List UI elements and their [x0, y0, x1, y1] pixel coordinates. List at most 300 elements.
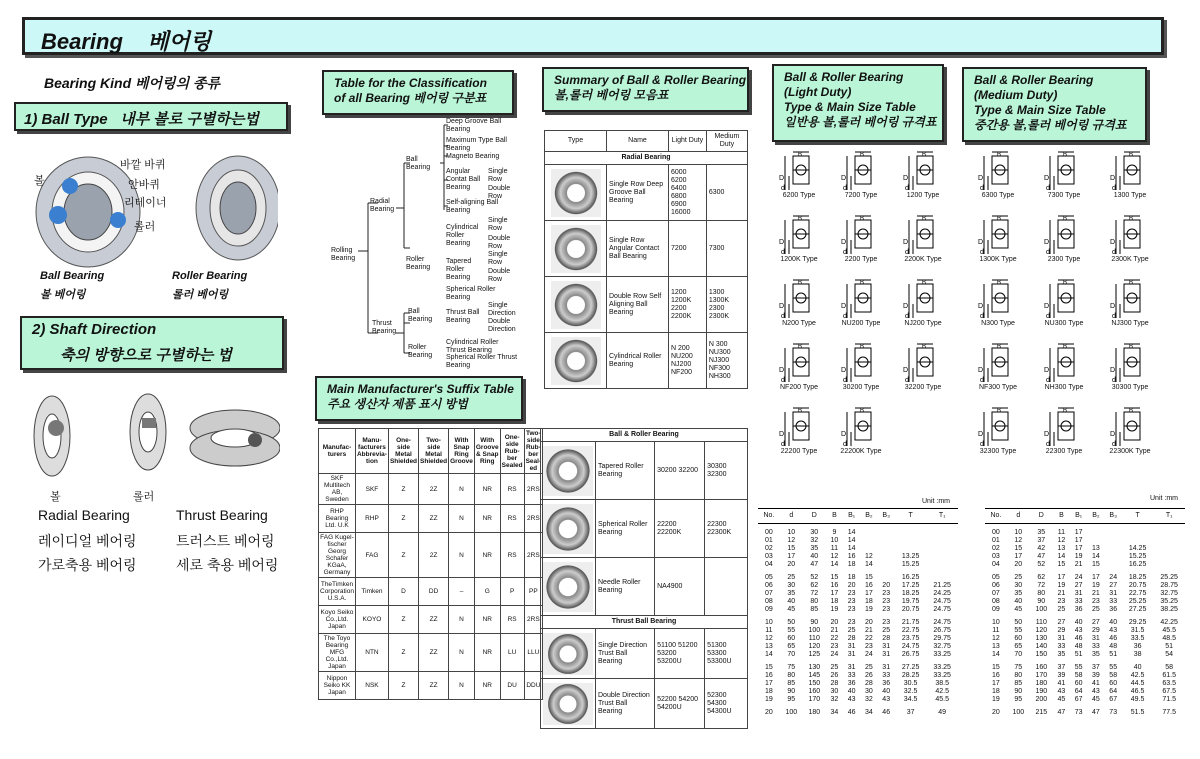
table-cell: 14.25 — [1128, 545, 1147, 552]
table-cell: 85 — [787, 680, 796, 687]
ball-bearing-caption-en: Ball Bearing — [40, 270, 105, 282]
table-cell: ZZ — [419, 672, 449, 700]
table-cell: 64 — [1109, 688, 1118, 695]
tree-roller-thrust: Roller Bearing — [408, 344, 433, 359]
table-cell: 32 — [830, 696, 839, 703]
table-cell: 90 — [810, 619, 819, 626]
type-label: 7300 Type — [1047, 192, 1081, 199]
bearing-type-diagram — [1097, 342, 1163, 406]
svg-text:D: D — [841, 431, 847, 438]
svg-text:B: B — [922, 344, 927, 350]
table-cell: FAG — [355, 533, 388, 578]
table-cell: 38.5 — [935, 680, 949, 687]
table-row — [985, 590, 1185, 598]
table-cell: 51100 51200 53200 53200U — [655, 629, 705, 679]
table-cell: 31 — [847, 651, 856, 658]
table-cell: 180 — [1035, 680, 1048, 687]
shaft-label-ball: 볼 — [50, 491, 61, 503]
col-header: B₃ — [878, 509, 895, 524]
table-cell: 72 — [810, 590, 819, 597]
col-header: No. — [985, 509, 1007, 524]
table-cell: 55 — [1109, 664, 1118, 671]
table-cell: 27 — [1057, 619, 1066, 626]
table-cell: NR — [474, 533, 500, 578]
table-cell: N — [449, 533, 475, 578]
svg-text:d: d — [781, 185, 785, 192]
table-cell: 31 — [882, 651, 891, 658]
table-cell: 30 — [810, 529, 819, 536]
table-cell: N 300 NU300 NJ300 NF300 NH300 — [706, 333, 747, 389]
table-cell: 130 — [808, 664, 821, 671]
table-cell: 42.5 — [1130, 672, 1145, 679]
table-cell: Needle Roller Bearing — [596, 558, 655, 616]
type-image — [545, 277, 607, 333]
table-cell: 43 — [1074, 627, 1083, 634]
table-cell: 80 — [787, 672, 796, 679]
ball-bearing-caption-ko: 볼 베어링 — [40, 289, 86, 301]
table-cell: 21 — [865, 627, 873, 634]
type-label: 7200 Type — [844, 192, 878, 199]
table-cell: 19 — [830, 606, 839, 613]
col-header: One-side Rub-ber Sealed — [500, 429, 524, 474]
table-cell: 75 — [787, 664, 796, 671]
table-cell: 10 — [787, 529, 796, 536]
table-cell: 33.5 — [1130, 635, 1145, 642]
label-ball: 볼 — [34, 175, 45, 187]
table-cell: Z — [388, 533, 418, 578]
table-cell: 25 — [830, 664, 839, 671]
svg-text:d: d — [1112, 377, 1116, 384]
table-row — [758, 606, 958, 614]
table-cell: 12 — [1057, 537, 1066, 544]
type-label: 32200 Type — [904, 384, 942, 391]
bearing-thumbnail — [543, 633, 593, 675]
table-row — [758, 627, 958, 635]
table-cell: RHP — [355, 505, 388, 533]
table-cell: 20 — [992, 709, 1000, 716]
tree-row: Single Direction — [488, 302, 516, 317]
tree-item: Deep Groove Ball Bearing — [446, 118, 502, 133]
manufacturer-table — [318, 428, 543, 700]
table-cell: NR — [474, 634, 500, 672]
table-cell: 24.75 — [933, 606, 951, 613]
table-cell: NR — [474, 672, 500, 700]
table-cell: 77.5 — [1162, 709, 1176, 716]
table-cell: 6300 — [706, 165, 747, 221]
classification-title-ko: of all Bearing 베어링 구분표 — [334, 91, 487, 105]
type-label: 1300K Type — [979, 256, 1017, 263]
table-cell: 1300 1300K 2300 2300K — [706, 277, 747, 333]
table-cell: 23.75 — [901, 635, 920, 642]
col-header: B — [826, 509, 843, 524]
col-header: T₁ — [926, 509, 958, 524]
table-cell: 27.25 — [901, 664, 920, 671]
table-cell: 24.75 — [933, 598, 951, 605]
table-cell: 17 — [1074, 529, 1083, 536]
table-cell: 31 — [847, 664, 856, 671]
table-cell: 23 — [847, 598, 856, 605]
table-cell: 10 — [765, 619, 773, 626]
table-cell: 67 — [1074, 696, 1083, 703]
bearing-type-diagram — [830, 406, 892, 470]
table-cell: 90 — [787, 688, 796, 695]
table-row — [758, 561, 958, 569]
table-cell — [926, 545, 958, 553]
bearing-type-diagram — [830, 278, 892, 342]
shaft-direction-heading — [20, 316, 284, 370]
col-header: With Groove & Snap Ring — [474, 429, 500, 474]
table-cell: 34.5 — [903, 696, 918, 703]
table-row — [985, 635, 1185, 643]
cross-section-icon — [1044, 342, 1084, 384]
tree-item: Self-aligning Ball Bearing — [446, 199, 499, 214]
table-cell: 28.75 — [1160, 582, 1178, 589]
table-cell: 10 — [1014, 529, 1023, 536]
svg-text:d: d — [843, 313, 847, 320]
table-cell: 80 — [1014, 672, 1023, 679]
cross-section-icon — [1044, 278, 1084, 320]
table-row — [985, 643, 1185, 651]
cross-section-icon — [841, 342, 881, 384]
table-cell: 19 — [865, 606, 873, 613]
table-cell: 14 — [1092, 553, 1100, 560]
table-cell: 16 — [992, 672, 1000, 679]
summary-radial-title: Radial Bearing — [545, 152, 748, 165]
col-header: Two-side Metal Shielded — [419, 429, 449, 474]
table-cell: 33 — [1057, 643, 1066, 650]
table-cell: 05 — [992, 574, 1000, 581]
table-cell: 13 — [1057, 545, 1066, 552]
svg-text:D: D — [1044, 239, 1050, 246]
table-cell: 23 — [1092, 598, 1100, 605]
table-cell: 18 — [765, 688, 773, 695]
table-cell: 27 — [1109, 582, 1118, 589]
table-row — [985, 659, 1185, 672]
table-cell: Double Direction Trust Ball Bearing — [596, 679, 655, 729]
table-cell — [1105, 553, 1122, 561]
table-cell: Z — [388, 672, 418, 700]
table-cell: 43 — [1092, 688, 1100, 695]
table-cell: 23 — [882, 590, 891, 597]
table-cell: 36 — [1074, 606, 1083, 613]
table-cell: 28 — [830, 680, 839, 687]
svg-text:B: B — [798, 280, 803, 286]
table-cell: NR — [474, 505, 500, 533]
table-cell: 05 — [765, 574, 773, 581]
type-label: 2300 Type — [1047, 256, 1081, 263]
table-cell: 50 — [1014, 619, 1023, 626]
table-cell: 24.75 — [933, 619, 951, 626]
table-cell: 16.25 — [1128, 561, 1147, 568]
table-row — [319, 606, 543, 634]
col-header: d — [1007, 509, 1030, 524]
table-cell: 2Z — [419, 533, 449, 578]
tree-item: Spherical Roller Thrust Bearing — [446, 354, 518, 369]
cross-section-icon — [779, 406, 819, 448]
table-cell: 7200 — [669, 221, 707, 277]
cross-section-icon — [779, 214, 819, 256]
table-row — [985, 651, 1185, 659]
table-cell — [1105, 524, 1122, 538]
bearing-type-diagram — [768, 406, 830, 470]
table-cell: 17 — [1014, 553, 1023, 560]
table-cell: NSK — [355, 672, 388, 700]
table-cell — [926, 537, 958, 545]
medium-title-line: Ball & Roller Bearing — [974, 73, 1094, 87]
table-cell: 43 — [847, 696, 856, 703]
tree-roller-radial: Roller Bearing — [406, 256, 431, 271]
table-cell: 32.75 — [1160, 590, 1178, 597]
type-label: 1300 Type — [1113, 192, 1147, 199]
type-label: 1200K Type — [780, 256, 818, 263]
table-cell: 17.25 — [901, 582, 920, 589]
light-duty-table — [758, 508, 958, 717]
table-row — [541, 558, 748, 616]
tree-item: Magneto Bearing — [446, 153, 500, 160]
summary-br-title: Ball & Roller Bearing — [541, 429, 748, 442]
table-cell: 140 — [1035, 643, 1048, 650]
table-cell: 15.25 — [901, 561, 920, 568]
table-cell: 24 — [1074, 574, 1083, 581]
table-cell: 00 — [765, 529, 773, 536]
table-cell: Single Row Deep Groove Ball Bearing — [607, 165, 669, 221]
table-cell: 17 — [1057, 574, 1066, 581]
table-cell: 18 — [847, 561, 856, 568]
light-title-line: Ball & Roller Bearing — [784, 70, 904, 84]
table-cell: 34 — [865, 709, 873, 716]
medium-title-line: Type & Main Size Table — [974, 103, 1106, 117]
type-image — [541, 629, 596, 679]
svg-text:B: B — [1063, 344, 1068, 350]
svg-text:B: B — [1063, 280, 1068, 286]
medium-duty-heading — [962, 67, 1147, 142]
svg-text:d: d — [1046, 441, 1050, 448]
bearing-type-diagram — [830, 150, 892, 214]
table-cell: 150 — [808, 680, 821, 687]
table-cell: 25 — [865, 664, 873, 671]
col-header: Manu-facturers Abbrevia-tion — [355, 429, 388, 474]
light-unit: Unit :mm — [922, 498, 950, 505]
table-cell: 25 — [847, 627, 856, 634]
svg-text:B: B — [1129, 216, 1134, 222]
svg-text:B: B — [798, 152, 803, 158]
manufacturer-heading — [315, 376, 523, 421]
table-row — [758, 704, 958, 717]
table-cell — [926, 569, 958, 582]
tree-item: Cylindrical Roller Thrust Bearing — [446, 339, 499, 354]
bearing-type-diagram — [768, 214, 830, 278]
table-cell: 80 — [810, 598, 819, 605]
table-cell: 28 — [865, 680, 873, 687]
table-row — [758, 582, 958, 590]
tree-thrust: Thrust Bearing — [372, 320, 397, 335]
table-row — [541, 500, 748, 558]
table-cell: 40 — [1014, 598, 1023, 605]
table-cell: 28.25 — [901, 672, 920, 679]
table-cell: – — [449, 578, 475, 606]
table-cell — [926, 561, 958, 569]
svg-text:B: B — [922, 152, 927, 158]
table-cell: 31 — [882, 643, 891, 650]
tree-ball-thrust: Ball Bearing — [408, 308, 433, 323]
table-cell: 50 — [787, 619, 796, 626]
table-cell: 14 — [830, 561, 839, 568]
cross-section-icon — [978, 150, 1018, 192]
table-cell: D — [388, 578, 418, 606]
table-cell: 2RS — [524, 505, 543, 533]
table-cell: 32.5 — [903, 688, 918, 695]
table-cell — [895, 545, 927, 553]
table-row — [758, 643, 958, 651]
svg-text:D: D — [779, 367, 785, 374]
type-image — [541, 558, 596, 616]
medium-duty-table — [985, 508, 1185, 717]
svg-text:D: D — [1110, 239, 1116, 246]
table-cell: SKF Multitech AB, Sweden — [319, 474, 356, 505]
type-label: NJ300 Type — [1111, 320, 1149, 327]
svg-text:D: D — [1110, 303, 1116, 310]
type-label: 6300 Type — [981, 192, 1015, 199]
table-cell: 23 — [882, 619, 891, 626]
table-cell: DU — [500, 672, 524, 700]
table-cell: 65 — [787, 643, 796, 650]
cross-section-icon — [978, 342, 1018, 384]
table-cell: 31 — [1074, 590, 1083, 597]
table-cell: 170 — [808, 696, 821, 703]
table-cell: 62 — [810, 582, 819, 589]
table-cell: 40 — [847, 688, 856, 695]
table-cell: 38.25 — [1160, 606, 1178, 613]
cross-section-icon — [841, 214, 881, 256]
svg-text:D: D — [841, 303, 847, 310]
table-cell: 19 — [992, 696, 1000, 703]
table-cell: 27.25 — [1128, 606, 1147, 613]
table-cell — [1122, 524, 1154, 538]
tree-row: Single Row — [488, 217, 508, 232]
table-cell: 34 — [830, 709, 839, 716]
table-cell: 55 — [1074, 664, 1083, 671]
bearing-type-diagram — [965, 150, 1031, 214]
table-cell: 43 — [882, 696, 891, 703]
cross-section-icon — [779, 150, 819, 192]
bearing-thumbnail — [543, 683, 593, 725]
table-cell — [878, 561, 895, 569]
table-cell: 23 — [882, 606, 891, 613]
type-image — [545, 221, 607, 277]
svg-text:d: d — [980, 313, 984, 320]
table-cell: 42 — [1037, 545, 1046, 552]
table-cell: 33.25 — [933, 651, 951, 658]
table-cell: 14 — [847, 537, 856, 544]
roller-bearing-caption-ko: 롤러 베어링 — [172, 289, 229, 301]
manufacturer-title-ko: 주요 생산자 제품 표시 방법 — [327, 397, 468, 411]
table-cell: 23 — [847, 590, 856, 597]
table-cell: 31 — [1109, 590, 1118, 597]
table-cell: 25.25 — [1128, 598, 1147, 605]
table-row — [985, 627, 1185, 635]
type-image — [541, 500, 596, 558]
type-label: NH300 Type — [1044, 384, 1084, 391]
summary-col-header: Type — [545, 131, 607, 152]
table-row — [545, 277, 748, 333]
type-label: NF300 Type — [978, 384, 1017, 391]
tree-item: Spherical Roller Bearing — [446, 286, 496, 301]
tree-row: Single Row — [488, 251, 508, 266]
table-cell: 31 — [847, 643, 856, 650]
table-cell: 52300 54300 54300U — [705, 679, 748, 729]
table-cell: TheTimken Corporation U.S.A. — [319, 578, 356, 606]
bearing-thumbnail — [551, 169, 601, 217]
bearing-thumbnail — [551, 337, 601, 385]
table-cell: 16 — [765, 672, 773, 679]
table-cell — [705, 558, 748, 616]
classification-heading — [322, 70, 514, 115]
table-cell: 10 — [992, 619, 1000, 626]
table-cell: 07 — [765, 590, 773, 597]
svg-text:B: B — [798, 216, 803, 222]
table-cell: 45 — [1057, 696, 1066, 703]
table-cell — [1087, 524, 1104, 538]
table-cell: 20 — [787, 561, 796, 568]
table-cell: 33 — [882, 672, 891, 679]
table-row — [319, 505, 543, 533]
svg-text:B: B — [1063, 216, 1068, 222]
table-cell: 60 — [787, 635, 796, 642]
table-cell: 19 — [1057, 582, 1066, 589]
table-cell: 17 — [865, 590, 873, 597]
svg-text:B: B — [798, 344, 803, 350]
table-row — [985, 553, 1185, 561]
table-cell: 2RS — [524, 474, 543, 505]
table-cell: 35 — [1057, 651, 1066, 658]
table-cell: 09 — [992, 606, 1000, 613]
svg-text:d: d — [1112, 313, 1116, 320]
table-cell: 24.75 — [901, 643, 920, 650]
table-row — [541, 629, 748, 679]
table-cell: 21 — [830, 627, 839, 634]
table-cell: 48 — [1109, 643, 1118, 650]
table-row — [545, 165, 748, 221]
table-cell: 26 — [830, 672, 839, 679]
table-cell: 23 — [847, 606, 856, 613]
table-cell — [926, 553, 958, 561]
thrust-bearing-ko: 트러스트 베어링 — [176, 533, 275, 549]
table-cell: 15 — [787, 545, 796, 552]
table-cell: 17 — [765, 680, 773, 687]
bearing-type-diagram — [892, 342, 954, 406]
col-header: Two-side Rub-ber Seal-ed — [525, 430, 542, 472]
table-cell: 55 — [1014, 627, 1023, 634]
svg-text:B: B — [1129, 344, 1134, 350]
svg-text:D: D — [903, 239, 909, 246]
table-cell: 70 — [1014, 651, 1023, 658]
table-cell — [1105, 537, 1122, 545]
table-cell: 24 — [1109, 574, 1118, 581]
svg-text:B: B — [997, 408, 1002, 414]
table-cell: 41 — [1092, 680, 1100, 687]
svg-text:d: d — [1046, 377, 1050, 384]
table-cell: 55 — [787, 627, 796, 634]
table-cell: 32 — [810, 537, 819, 544]
table-cell: 17 — [830, 590, 839, 597]
cross-section-icon — [779, 342, 819, 384]
table-cell: 67.5 — [1162, 688, 1176, 695]
table-cell: 35 — [1092, 651, 1100, 658]
light-title-line: (Light Duty) — [784, 85, 852, 99]
svg-text:B: B — [1129, 152, 1134, 158]
svg-text:d: d — [905, 313, 909, 320]
table-cell: 47 — [1092, 709, 1100, 716]
